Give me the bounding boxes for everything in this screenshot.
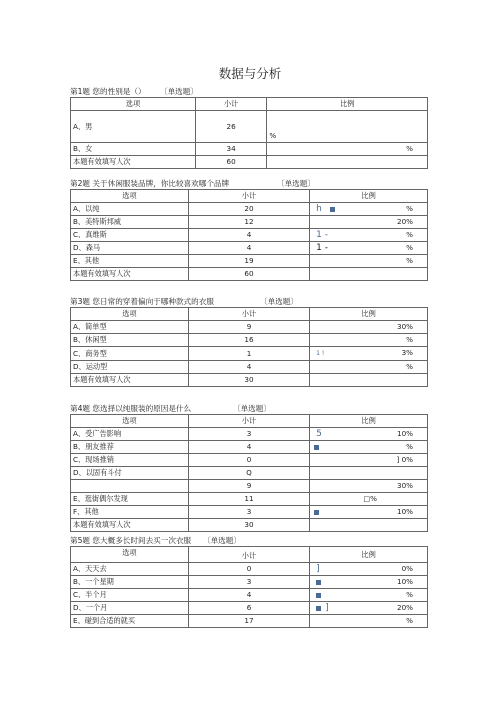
total-value: 30 xyxy=(188,519,309,532)
count-cell xyxy=(188,467,309,480)
ratio-cell xyxy=(310,493,428,506)
table-row xyxy=(71,347,428,361)
question-3-type: 〔单选题〕 xyxy=(260,297,298,306)
header-ratio: 比例 xyxy=(310,415,428,428)
table-row xyxy=(71,576,428,589)
ratio-cell xyxy=(310,242,428,255)
question-1 xyxy=(70,86,428,169)
count-cell: 16 xyxy=(188,334,309,347)
ratio-cell xyxy=(310,229,428,242)
ratio-cell xyxy=(310,428,428,441)
table-row xyxy=(71,143,428,156)
ratio-cell xyxy=(310,334,428,347)
header-count: 小计 xyxy=(188,190,309,203)
table-row xyxy=(71,563,428,576)
ratio-mark: 1 - xyxy=(316,230,329,240)
header-ratio: 比例 xyxy=(310,308,428,321)
ratio-bar xyxy=(314,445,319,450)
ratio-cell xyxy=(267,111,428,143)
header-option: 选项 xyxy=(71,415,189,428)
ratio-value: % xyxy=(406,243,413,252)
ratio-value: 0% xyxy=(401,564,413,573)
option-cell: C、真维斯 xyxy=(71,229,189,242)
question-1-header xyxy=(70,86,428,97)
table-row xyxy=(71,428,428,441)
count-cell: 3 xyxy=(188,428,309,441)
option-cell: A、以纯 xyxy=(71,203,189,216)
empty-cell xyxy=(310,374,428,387)
ratio-mark: 5 xyxy=(316,429,322,439)
table-row xyxy=(71,229,428,242)
question-3 xyxy=(70,296,428,387)
header-option: 选项 xyxy=(71,308,189,321)
header-ratio: 比例 xyxy=(310,547,428,563)
ratio-value: % xyxy=(406,590,413,599)
ratio-cell xyxy=(310,480,428,493)
ratio-cell xyxy=(310,563,428,576)
count-cell: 6 xyxy=(188,602,309,615)
question-4-table xyxy=(70,414,428,532)
option-cell: E、其他 xyxy=(71,255,189,268)
count-cell: 4 xyxy=(188,589,309,602)
ratio-cell xyxy=(310,321,428,334)
option-cell: B、朋友推荐 xyxy=(71,441,189,454)
ratio-mark: h xyxy=(316,204,322,214)
count-cell: 9 xyxy=(188,480,309,493)
option-cell: F、其他 xyxy=(71,506,189,519)
table-row xyxy=(71,589,428,602)
empty-cell xyxy=(267,156,428,169)
question-2-table xyxy=(70,189,428,281)
ratio-cell xyxy=(310,441,428,454)
table-row xyxy=(71,216,428,229)
table-row xyxy=(71,334,428,347)
option-cell: C、现场推销 xyxy=(71,454,189,467)
option-cell: A、简单型 xyxy=(71,321,189,334)
option-cell: D、运动型 xyxy=(71,361,189,374)
header-ratio: 比例 xyxy=(310,190,428,203)
question-5-table xyxy=(70,546,428,628)
option-cell: D、以固有斗付 xyxy=(71,467,189,480)
total-label: 本题有效填写人次 xyxy=(71,374,189,387)
ratio-value: % xyxy=(406,230,413,239)
question-5-header xyxy=(70,535,428,546)
count-cell: 0 xyxy=(188,563,309,576)
ratio-cell xyxy=(310,602,428,615)
question-2-label: 第2题 关于休闲服装品牌，你比较喜欢哪个品牌 xyxy=(70,179,230,188)
question-4 xyxy=(70,403,428,532)
ratio-cell xyxy=(310,203,428,216)
count-cell: 4 xyxy=(188,441,309,454)
question-2 xyxy=(70,178,428,281)
count-cell: 1 xyxy=(188,347,309,361)
table-row xyxy=(71,480,428,493)
option-cell: B、美特斯邦威 xyxy=(71,216,189,229)
count-cell: 0 xyxy=(188,454,309,467)
option-cell: B、一个星期 xyxy=(71,576,189,589)
total-row xyxy=(71,519,428,532)
total-label: 本题有效填写人次 xyxy=(71,156,196,169)
ratio-value: % xyxy=(406,256,413,265)
question-1-table xyxy=(70,97,428,169)
header-option: 选项 xyxy=(71,547,189,563)
ratio-value: % xyxy=(406,144,413,153)
ratio-cell xyxy=(310,454,428,467)
total-row xyxy=(71,156,428,169)
total-row xyxy=(71,268,428,281)
option-cell: E、逛街偶尔发现 xyxy=(71,493,189,506)
count-cell: 11 xyxy=(188,493,309,506)
total-row xyxy=(71,374,428,387)
ratio-mark: 1 - xyxy=(316,243,329,253)
ratio-value: 3% xyxy=(401,348,413,357)
total-value: 60 xyxy=(188,268,309,281)
ratio-cell xyxy=(310,467,428,480)
header-option: 选项 xyxy=(71,98,196,111)
ratio-value: 20% xyxy=(397,603,413,612)
ratio-bar xyxy=(330,207,335,212)
option-cell: A、男 xyxy=(71,111,196,143)
count-cell: 4 xyxy=(188,361,309,374)
table-row xyxy=(71,361,428,374)
ratio-value: ] 0% xyxy=(396,455,413,464)
question-3-header xyxy=(70,296,428,307)
question-3-label: 第3题 您日常的穿着偏向于哪种款式的衣服 xyxy=(70,297,214,306)
count-cell: 12 xyxy=(188,216,309,229)
header-option: 选项 xyxy=(71,190,189,203)
option-cell xyxy=(71,480,189,493)
total-label: 本题有效填写人次 xyxy=(71,519,189,532)
table-row xyxy=(71,242,428,255)
ratio-value: % xyxy=(406,442,413,451)
ratio-value: □% xyxy=(363,494,377,503)
ratio-value: 20% xyxy=(397,217,413,226)
count-cell: 20 xyxy=(188,203,309,216)
ratio-cell xyxy=(310,506,428,519)
table-row xyxy=(71,321,428,334)
option-cell: A、受广告影响 xyxy=(71,428,189,441)
question-1-type: 〔单选题〕 xyxy=(160,87,198,96)
question-4-label: 第4题 您选择以纯服装的原因是什么 xyxy=(70,404,192,413)
ratio-value: % xyxy=(269,131,277,140)
count-cell: 26 xyxy=(195,111,266,143)
count-cell: 3 xyxy=(188,506,309,519)
ratio-cell xyxy=(310,615,428,628)
total-label: 本题有效填写人次 xyxy=(71,268,189,281)
ratio-value: % xyxy=(406,362,413,371)
option-cell: B、女 xyxy=(71,143,196,156)
ratio-cell xyxy=(310,347,428,361)
total-value: 60 xyxy=(195,156,266,169)
table-row xyxy=(71,255,428,268)
table-row xyxy=(71,111,428,143)
ratio-cell xyxy=(310,216,428,229)
header-count: 小计 xyxy=(188,547,309,563)
question-2-type: 〔单选题〕 xyxy=(277,179,315,188)
question-4-header xyxy=(70,403,428,414)
empty-cell xyxy=(310,519,428,532)
ratio-bar xyxy=(314,510,319,515)
table-row xyxy=(71,454,428,467)
option-cell: B、休闲型 xyxy=(71,334,189,347)
option-cell: C、半个月 xyxy=(71,589,189,602)
question-5-label: 第5题 您大概多长时间去买一次衣服 xyxy=(70,536,192,545)
ratio-bar xyxy=(316,580,321,585)
ratio-bar xyxy=(316,593,321,598)
table-row xyxy=(71,203,428,216)
question-5 xyxy=(70,535,428,628)
option-cell: A、天天去 xyxy=(71,563,189,576)
option-cell: C、商务型 xyxy=(71,347,189,361)
table-row xyxy=(71,493,428,506)
table-row xyxy=(71,467,428,480)
ratio-cell xyxy=(267,143,428,156)
ratio-value: % xyxy=(406,616,413,625)
table-row xyxy=(71,615,428,628)
table-row xyxy=(71,506,428,519)
extra-mark: Q xyxy=(246,469,252,477)
header-count: 小计 xyxy=(195,98,266,111)
total-value: 30 xyxy=(188,374,309,387)
ratio-value: 10% xyxy=(397,429,413,438)
page-title: 数据与分析 xyxy=(218,66,282,81)
header-count: 小计 xyxy=(188,308,309,321)
count-cell: 4 xyxy=(188,229,309,242)
count-cell: 4 xyxy=(188,242,309,255)
header-ratio: 比例 xyxy=(267,98,428,111)
ratio-value: % xyxy=(406,335,413,344)
ratio-value: 10% xyxy=(397,577,413,586)
ratio-mark: ] xyxy=(325,603,329,613)
count-cell: 17 xyxy=(188,615,309,628)
ratio-value: 30% xyxy=(397,322,413,331)
ratio-cell xyxy=(310,589,428,602)
question-3-table xyxy=(70,307,428,387)
ratio-value: 10% xyxy=(397,507,413,516)
ratio-cell xyxy=(310,576,428,589)
question-2-header xyxy=(70,178,428,189)
header-count: 小计 xyxy=(188,415,309,428)
ratio-mark: 1 ! xyxy=(316,350,325,357)
table-row xyxy=(71,602,428,615)
option-cell: E、碰到合适的就买 xyxy=(71,615,189,628)
count-cell: 3 xyxy=(188,576,309,589)
question-5-type: 〔单选题〕 xyxy=(203,536,241,545)
ratio-cell xyxy=(310,361,428,374)
ratio-cell xyxy=(310,255,428,268)
table-row xyxy=(71,441,428,454)
empty-cell xyxy=(310,268,428,281)
count-cell: 34 xyxy=(195,143,266,156)
option-cell: D、一个月 xyxy=(71,602,189,615)
option-cell: D、森马 xyxy=(71,242,189,255)
question-4-type: 〔单选题〕 xyxy=(233,404,271,413)
ratio-mark: ] xyxy=(316,564,320,574)
ratio-bar xyxy=(316,606,321,611)
count-cell: 19 xyxy=(188,255,309,268)
ratio-value: 30% xyxy=(397,481,413,490)
ratio-value: % xyxy=(406,204,413,213)
question-1-label: 第1题 您的性别是（） xyxy=(70,87,146,96)
count-cell: 9 xyxy=(188,321,309,334)
